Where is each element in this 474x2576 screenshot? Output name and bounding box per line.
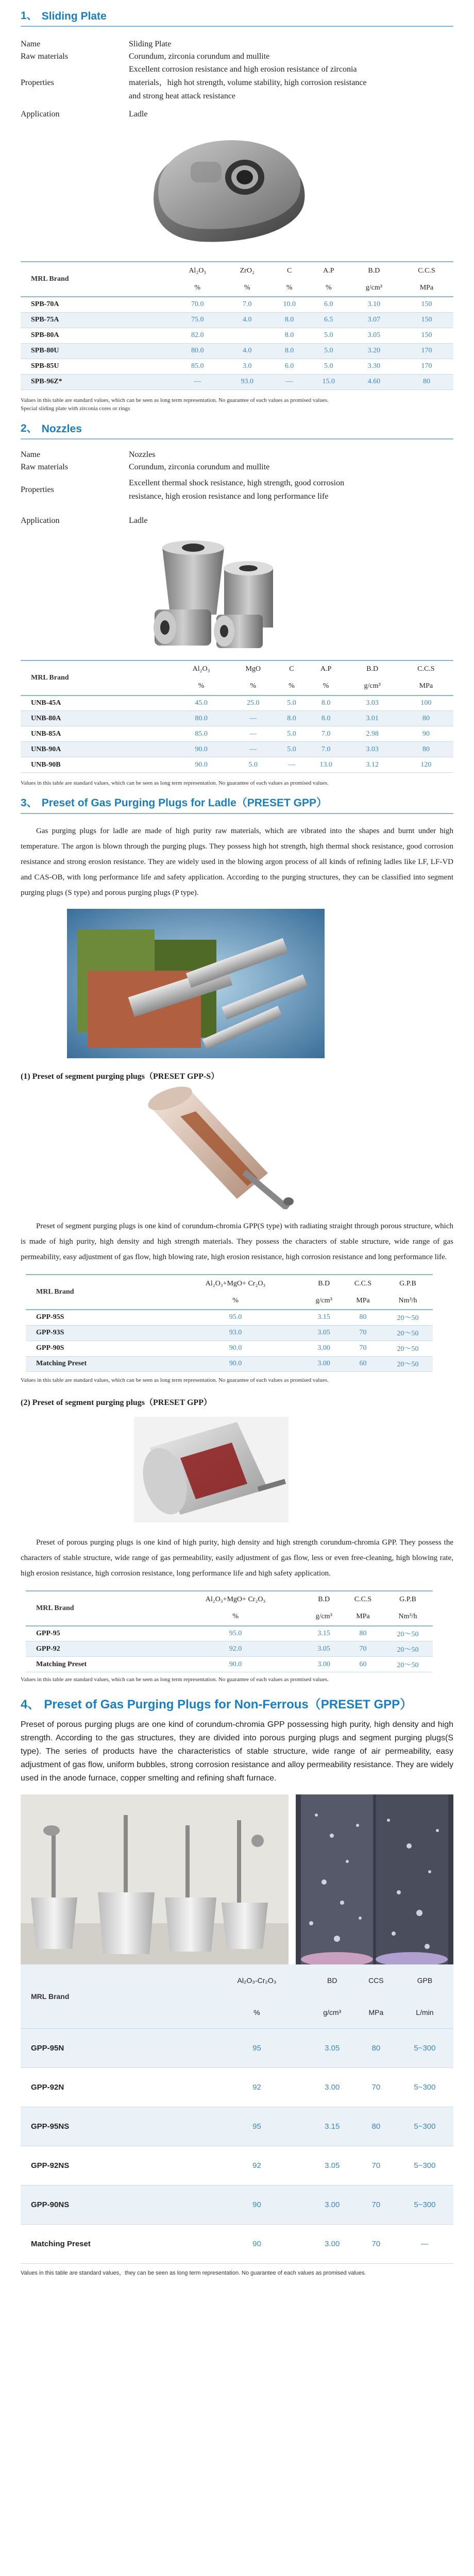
value-cell: 170 [421, 347, 432, 354]
value-cell: 3.12 [366, 760, 379, 769]
value-cell [225, 328, 270, 343]
value-cell: 150 [421, 300, 432, 309]
section-number: 2、 [21, 422, 38, 434]
section-title: Preset of Gas Purging Plugs for Ladle（PRESET GPP） [41, 797, 327, 809]
section-header-sliding-plate [21, 7, 453, 27]
unit-header: MPa [368, 2008, 384, 2016]
value-cell: 7.0 [321, 745, 331, 753]
value-cell: — [249, 730, 257, 738]
value-cell: 20～50 [397, 1646, 419, 1654]
value-cell: 70 [371, 2200, 381, 2209]
table-row [26, 1657, 433, 1672]
value-cell: 5.0 [287, 745, 296, 753]
value-cell: 15.0 [322, 378, 335, 385]
value-cell: 5.0 [324, 347, 333, 354]
col-header-brand: MRL Brand [31, 673, 69, 682]
subsection-title-gpp-p: (2) Preset of segment purging plugs（PRESET GPP） [21, 1398, 212, 1407]
value-cell: 3.00 [317, 1344, 330, 1352]
value-cell: 6.0 [284, 362, 294, 370]
value-cell: 13.0 [319, 760, 332, 769]
prop-key-name: Name [21, 450, 41, 459]
col-header: C.C.S [417, 665, 435, 673]
value-cell: 3.07 [367, 316, 381, 324]
col-header: BD [327, 1976, 337, 1985]
table-row [21, 2067, 453, 2107]
value-cell: 5.0 [248, 760, 258, 769]
value-cell: 70 [359, 1344, 367, 1352]
value-cell: 6.5 [324, 316, 333, 324]
table-row [21, 726, 453, 742]
table-row [21, 757, 453, 773]
section-header-gpp-ladle [21, 794, 453, 814]
value-cell: 2.98 [366, 730, 379, 738]
table-note: Values in this table are standard values, which can be seen as long term representation. No guarantee of each values as promised values. [21, 1676, 329, 1683]
gpp-ladle-photo [67, 909, 325, 1058]
value-cell: — [194, 378, 201, 385]
prop-val-raw: Corundum, zirconia corundum and mullite [129, 462, 270, 471]
value-cell: 10.0 [283, 300, 296, 309]
prop-key-application: Application [21, 516, 60, 525]
col-header: Al₂O₃-Cr₂O₃ [237, 1976, 277, 1985]
col-header: GPB [417, 1976, 433, 1985]
value-cell: 20～50 [397, 1330, 419, 1337]
table-row [21, 2224, 453, 2263]
value-cell: 3.15 [325, 2122, 340, 2131]
value-cell: 20～50 [397, 1630, 419, 1638]
unit-header: g/cm³ [365, 283, 382, 292]
bubbles-photo [296, 1794, 453, 1964]
gpp-nonferrous-description: Preset of porous purging plugs are one kind of corundum-chromia GPP possessing high purity, high density and high strength. According to the gas structures, they are divided into porous purging plugs and segment purging plugs(S type). The series of products have the characteristics of stable structure, wide range of air permeability, easy adjustment of gas flow, uniform bubbles, strong corrosion resistance and alloy permeability resistance. They are widely used in the anode furnace, copper smelting and refining shaft furnace. [21, 1720, 453, 1783]
brand-cell: UNB-90A [31, 745, 61, 753]
value-cell: 5.0 [324, 362, 333, 370]
brand-cell: UNB-85A [31, 730, 61, 738]
unit-header: % [253, 2008, 260, 2016]
table-row [21, 2146, 453, 2185]
prop-val-application: Ladle [129, 110, 148, 118]
value-cell: 95.0 [229, 1629, 242, 1637]
table-row [26, 1341, 433, 1356]
section-header-gpp-nonferrous [21, 1694, 453, 1715]
table-row [26, 1626, 433, 1641]
unit-header: % [232, 1296, 239, 1304]
value-cell: 90.0 [195, 745, 208, 753]
prop-key-raw: Raw materials [21, 52, 68, 61]
col-header: B.D [368, 266, 380, 275]
value-cell: 85.0 [195, 730, 208, 738]
value-cell: 5.0 [287, 730, 296, 738]
value-cell: 5~300 [414, 2200, 436, 2209]
value-cell: 5~300 [414, 2082, 436, 2092]
value-cell: 80.0 [191, 347, 204, 354]
col-header: G.P.B [399, 1596, 416, 1603]
gpp-s-table [26, 1274, 433, 1372]
unit-header: MPa [419, 682, 433, 690]
value-cell: 3.00 [317, 1660, 330, 1668]
brand-cell: Matching Preset [36, 1660, 87, 1668]
value-cell: 70 [359, 1645, 367, 1653]
value-cell: 170 [421, 362, 432, 370]
unit-header: % [198, 682, 205, 690]
col-header: G.P.B [399, 1279, 416, 1287]
table-note: Values in this table are standard values，they can be seen as long term representation. No guarantee of each values as promised values. [21, 2269, 366, 2276]
value-cell: — [249, 745, 257, 753]
brand-cell: SPB-75A [31, 316, 59, 324]
brand-cell: GPP-92NS [31, 2161, 70, 2170]
value-cell: 80 [359, 1313, 367, 1321]
section-number: 4、 [21, 1698, 40, 1711]
nozzles-table [21, 660, 453, 773]
brand-cell: UNB-45A [31, 699, 61, 707]
value-cell: 60 [359, 1660, 367, 1668]
value-cell: 8.0 [321, 699, 331, 707]
value-cell: 90 [252, 2200, 261, 2209]
prop-val-properties: Excellent thermal shock resistance, high strength, good corrosion resistance, high erosion resistance and long performance life [129, 478, 345, 501]
value-cell: 4.0 [242, 347, 252, 354]
table-row [21, 2185, 453, 2224]
prop-key-properties: Properties [21, 485, 54, 494]
value-cell: 3.30 [367, 362, 381, 370]
brand-cell: GPP-95 [36, 1629, 60, 1637]
col-header-brand: MRL Brand [36, 1604, 74, 1612]
value-cell: 5~300 [414, 2161, 436, 2170]
value-cell: 92 [252, 2082, 261, 2092]
value-cell: 3.05 [325, 2161, 340, 2170]
brand-cell: GPP-95NS [31, 2122, 70, 2131]
value-cell: 8.0 [284, 331, 294, 339]
value-cell: 90.0 [229, 1344, 242, 1352]
value-cell: 90 [252, 2239, 261, 2248]
value-cell: 90.0 [229, 1360, 242, 1367]
value-cell: 93.0 [229, 1329, 242, 1336]
value-cell: 82.0 [191, 331, 204, 339]
table-row [21, 297, 453, 312]
value-cell: 20～50 [397, 1345, 419, 1353]
value-cell: 80 [422, 745, 430, 753]
prop-key-name: Name [21, 40, 41, 48]
section-title: Nozzles [41, 422, 82, 435]
prop-key-application: Application [21, 110, 60, 118]
value-cell: 90 [422, 730, 430, 738]
table-row [21, 359, 453, 374]
table-row [21, 742, 453, 757]
value-cell: 5~300 [414, 2043, 436, 2053]
note-line: Special sliding plate with zirconia cores or rings [21, 405, 130, 412]
value-cell: 3.00 [325, 2239, 340, 2248]
col-header: B.D [318, 1279, 330, 1287]
value-cell: 4.0 [242, 316, 252, 324]
table-row [26, 1310, 433, 1325]
value-cell: 45.0 [195, 699, 208, 707]
prop-val-name: Sliding Plate [129, 40, 172, 48]
value-cell: 5.0 [324, 331, 333, 339]
col-header-brand: MRL Brand [31, 275, 69, 283]
col-header: A.P [320, 665, 332, 673]
value-cell: — [420, 2239, 429, 2248]
value-cell: 80 [359, 1629, 367, 1637]
table-row [21, 696, 453, 711]
value-cell: 3.15 [317, 1629, 330, 1637]
prop-val-properties: Excellent corrosion resistance and high erosion resistance of zirconia materials，high hot strength, volume stability, high corrosion resistance and strong heat attack resistance [129, 65, 367, 100]
table-row [21, 374, 453, 389]
brand-cell: UNB-80A [31, 714, 61, 722]
value-cell: 6.0 [324, 300, 333, 309]
value-cell: 3.00 [325, 2200, 340, 2209]
prop-val-name: Nozzles [129, 450, 156, 459]
section-title: Sliding Plate [41, 10, 107, 22]
prop-key-properties: Properties [21, 78, 54, 87]
unit-header: g/cm³ [364, 682, 381, 690]
sliding-plate-properties [21, 38, 443, 121]
col-header: Al₂O₃+MgO+ Cr₂O₃ [205, 1596, 266, 1603]
unit-header: MPa [419, 283, 434, 292]
col-header: A.P [323, 266, 334, 275]
gpp-s-photo [134, 1086, 319, 1209]
value-cell: 8.0 [284, 347, 294, 354]
value-cell: 3.10 [367, 300, 381, 309]
sliding-plate-table [21, 261, 453, 390]
brand-cell: SPB-96Z* [31, 378, 62, 385]
brand-cell: GPP-93S [36, 1329, 64, 1336]
value-cell: 3.20 [367, 347, 381, 354]
col-header: C.C.S [354, 1596, 372, 1603]
col-header: C [289, 665, 294, 673]
brand-cell: Matching Preset [31, 2239, 91, 2248]
col-header: ZrO₂ [240, 266, 255, 275]
value-cell: 7.0 [321, 730, 331, 738]
gpp-s-description: Preset of segment purging plugs is one kind of corundum-chromia GPP(S type) with radiating straight through porous structure, which is made of high purity, high density and high strength materials. They possess the characters of stable structure, wide range of gas permeability, easy adjustment of gas flow, high blowing rate, high erosion resistance, high corrosion resistance and long performance life. [21, 1222, 453, 1261]
col-header: B.D [366, 665, 379, 673]
gpp-nonferrous-photos [21, 1794, 453, 1964]
gpp-p-photo [129, 1412, 294, 1528]
value-cell: 70.0 [191, 300, 204, 309]
gpp-p-description: Preset of porous purging plugs is one kind of high purity, high density and high strength corundum-chromia GPP. They possess the characters of stable structure, wide range of gas permeability, easily adjustment of gas flow, less or even free-cleaning, high blowing rate, high erosion resistance, high corrosion resistance, long performance life and high safety application. [21, 1538, 453, 1578]
value-cell: — [249, 714, 257, 722]
value-cell: 5~300 [414, 2122, 436, 2131]
value-cell: 150 [421, 316, 432, 324]
value-cell: 3.00 [325, 2082, 340, 2092]
value-cell: 95.0 [229, 1313, 242, 1321]
brand-cell: GPP-90S [36, 1344, 64, 1352]
unit-header: MPa [356, 1613, 370, 1620]
value-cell: 25.0 [247, 699, 260, 707]
col-header: C [286, 266, 292, 275]
table-row [21, 2107, 453, 2146]
subsection-title-gpp-s: (1) Preset of segment purging plugs（PRESET GPP-S） [21, 1072, 219, 1081]
col-header: C.C.S [418, 266, 435, 275]
value-cell: 5.0 [287, 699, 296, 707]
value-cell: 8.0 [284, 316, 294, 324]
value-cell: 3.05 [325, 2043, 340, 2053]
value-cell: 75.0 [191, 316, 204, 324]
value-cell: — [287, 760, 295, 769]
value-cell: 3.05 [317, 1645, 330, 1653]
value-cell: 70 [371, 2082, 381, 2092]
gpp-p-table [26, 1590, 433, 1673]
value-cell: 3.0 [242, 362, 252, 370]
brand-cell: GPP-92 [36, 1645, 60, 1653]
section-number: 1、 [21, 10, 38, 22]
value-cell: 95 [252, 2122, 261, 2131]
brand-cell: UNB-90B [31, 760, 61, 769]
brand-cell: GPP-95S [36, 1313, 64, 1321]
value-cell: 3.01 [366, 714, 379, 722]
value-cell: 120 [420, 760, 432, 769]
unit-header: % [286, 283, 293, 292]
brand-cell: SPB-80A [31, 331, 59, 339]
unit-header: % [250, 682, 257, 690]
brand-cell: GPP-90NS [31, 2200, 70, 2209]
nozzles-properties [21, 449, 443, 527]
table-row [26, 1641, 433, 1657]
value-cell: 7.0 [242, 300, 252, 309]
brand-cell: SPB-85U [31, 362, 59, 370]
col-header: MgO [245, 665, 261, 673]
col-header: Al₂O₃ [192, 665, 210, 673]
table-row [21, 328, 453, 343]
brand-cell: Matching Preset [36, 1360, 87, 1367]
table-note: Values in this table are standard values, which can be seen as long term representation. No guarantee of each values as promised values. [21, 1377, 329, 1383]
brand-cell: GPP-95N [31, 2043, 64, 2053]
value-cell: — [285, 378, 293, 385]
unit-header: Nm³/h [398, 1613, 417, 1620]
sliding-plate-photo [124, 126, 319, 252]
prop-val-raw: Corundum, zirconia corundum and mullite [129, 52, 270, 61]
col-header: C.C.S [354, 1279, 372, 1287]
value-cell: 93.0 [241, 378, 253, 385]
value-cell: 3.03 [366, 699, 379, 707]
value-cell: 80.0 [195, 714, 208, 722]
unit-header: % [194, 283, 201, 292]
table-note [21, 396, 453, 413]
unit-header: g/cm³ [315, 1296, 332, 1304]
table-row [21, 343, 453, 359]
value-cell: 70 [371, 2161, 381, 2170]
unit-header: % [325, 283, 332, 292]
value-cell: 90.0 [229, 1660, 242, 1668]
value-cell: 20～50 [397, 1314, 419, 1323]
value-cell: 80 [371, 2122, 381, 2131]
brand-cell: GPP-92N [31, 2082, 64, 2092]
value-cell: 20～50 [397, 1661, 419, 1669]
value-cell: 90.0 [195, 760, 208, 769]
value-cell: 70 [371, 2239, 381, 2248]
unit-header: MPa [356, 1296, 370, 1304]
prop-val-application: Ladle [129, 516, 148, 525]
value-cell: 100 [420, 699, 432, 707]
unit-header: g/cm³ [315, 1613, 332, 1620]
section-header-nozzles [21, 420, 453, 439]
table-row [21, 2028, 453, 2067]
value-cell: 80 [422, 714, 430, 722]
value-cell: 8.0 [321, 714, 331, 722]
value-cell: 8.0 [287, 714, 296, 722]
value-cell: 150 [421, 331, 432, 339]
value-cell: 80 [422, 378, 430, 385]
nozzles-photo [134, 537, 299, 651]
value-cell: 70 [359, 1329, 367, 1336]
table-note: Values in this table are standard values, which can be seen as long term representation. No guarantee of each values as promised values. [21, 780, 329, 786]
gpp-ladle-description: Gas purging plugs for ladle are made of high purity raw materials, which are vibrated into the shapes and burnt under high temperature. The argon is blown through the purging plugs. They possess high hot strength, high thermal shock resistance, good corrosion resistance and strong erosion resistance. They are widely used in the blowing argon process of all kinds of refining ladles like LF, LF-VD and CAS-OB, with long performance life and safety application. According to the purging structures, they can be classified into segment purging plugs (S type) and porous purging plugs (P type). [21, 827, 453, 897]
value-cell: 95 [252, 2043, 261, 2053]
value-cell: 3.05 [367, 331, 381, 339]
unit-header: Nm³/h [398, 1296, 417, 1304]
unit-header: % [289, 682, 295, 690]
value-cell: 3.00 [317, 1360, 330, 1367]
value-cell: 3.03 [366, 745, 379, 753]
section-number: 3、 [21, 797, 38, 809]
prop-key-raw: Raw materials [21, 462, 68, 471]
unit-header: g/cm³ [323, 2008, 342, 2016]
value-cell: 4.60 [367, 378, 381, 385]
gpp-nonferrous-products-photo [21, 1794, 289, 1964]
table-row [21, 312, 453, 328]
value-cell: 92 [252, 2161, 261, 2170]
value-cell: 3.15 [317, 1313, 330, 1321]
unit-header: % [323, 682, 329, 690]
value-cell: 80 [371, 2043, 381, 2053]
section-title: Preset of Gas Purging Plugs for Non-Ferrous（PRESET GPP） [44, 1698, 413, 1711]
col-header-brand: MRL Brand [36, 1288, 74, 1296]
table-row [26, 1325, 433, 1341]
unit-header: % [232, 1613, 239, 1620]
value-cell: 92.0 [229, 1645, 242, 1653]
note-line: Values in this table are standard values, which can be seen as long term representation. No guarantee of each values as promised values. [21, 397, 329, 403]
value-cell: 3.05 [317, 1329, 330, 1336]
brand-cell: SPB-70A [31, 300, 59, 309]
unit-header: L/min [416, 2008, 434, 2016]
table-row [26, 1356, 433, 1371]
col-header: Al₂O₃+MgO+ Cr₂O₃ [205, 1279, 266, 1287]
value-cell: 20～50 [397, 1361, 419, 1368]
value-cell: 60 [359, 1360, 367, 1367]
value-cell: 85.0 [191, 362, 204, 370]
col-header-brand: MRL Brand [21, 1964, 205, 2028]
unit-header: % [244, 283, 250, 292]
col-header: B.D [318, 1596, 330, 1603]
col-header: CCS [368, 1976, 384, 1985]
brand-cell: SPB-80U [31, 347, 59, 354]
table-row [21, 711, 453, 726]
gpp-nonferrous-table [21, 1964, 453, 2264]
col-header: Al₂O₃ [189, 266, 207, 275]
